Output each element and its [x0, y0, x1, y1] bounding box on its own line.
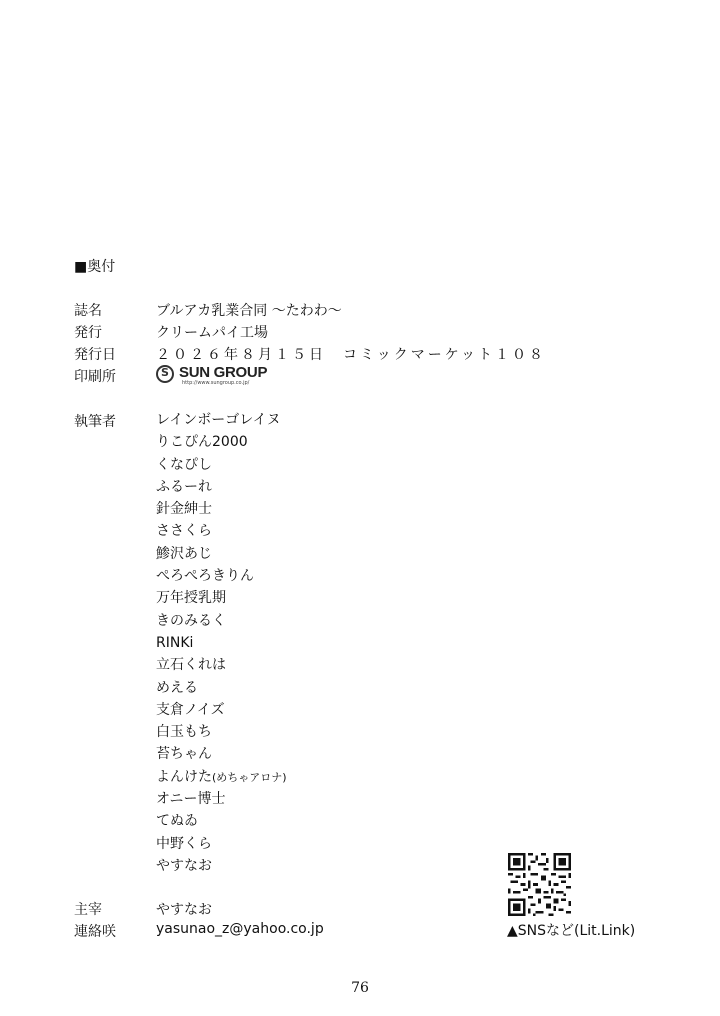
author-item — [156, 701, 287, 723]
author-item — [156, 768, 287, 790]
author-name: やすなお — [156, 857, 212, 874]
author-name: 中野くら — [156, 835, 212, 852]
author-name: りこぴん2000 — [156, 434, 248, 451]
author-item — [156, 612, 287, 634]
author-name: 苔ちゃん — [156, 746, 212, 763]
author-item — [156, 656, 287, 678]
author-item — [156, 545, 287, 567]
printer-label: 印刷所 — [74, 369, 116, 385]
publisher-label: 発行 — [74, 325, 102, 341]
authors-list — [156, 411, 287, 879]
qr-caption: ▲SNSなど(Lit.Link) — [507, 923, 636, 939]
qr-code-icon — [508, 853, 571, 916]
author-item — [156, 634, 287, 656]
author-name: 白玉もち — [156, 724, 212, 741]
author-item — [156, 433, 287, 455]
author-name: 万年授乳期 — [156, 590, 226, 607]
date-value: ２０２６年８月１５日 コミックマーケット１０８ — [156, 347, 547, 363]
author-name: ささくら — [156, 523, 212, 540]
author-name: 鯵沢あじ — [156, 545, 212, 562]
sun-group-emblem-icon: S — [156, 365, 174, 383]
author-item — [156, 522, 287, 544]
contact-label: 連絡咲 — [74, 924, 116, 940]
section-title: ■奥付 — [74, 259, 116, 275]
author-item — [156, 589, 287, 611]
author-name: RINKi — [156, 634, 194, 651]
author-note: (めちゃアロナ) — [212, 770, 287, 784]
author-item — [156, 478, 287, 500]
author-item — [156, 835, 287, 857]
author-name: オニー博士 — [156, 791, 226, 808]
title-label: 誌名 — [74, 303, 102, 319]
author-name: きのみるく — [156, 612, 226, 629]
author-name: めえる — [156, 679, 198, 696]
date-label: 発行日 — [74, 347, 116, 363]
author-item — [156, 790, 287, 812]
author-item — [156, 456, 287, 478]
author-item — [156, 857, 287, 879]
author-name: ぺろぺろきりん — [156, 568, 254, 585]
contact-email: yasunao_z@yahoo.co.jp — [156, 921, 324, 937]
publisher-value: クリームパイ工場 — [156, 325, 268, 341]
sun-group-logo-url: http://www.sungroup.co.jp/ — [182, 380, 250, 386]
author-item — [156, 500, 287, 522]
organizer-value: やすなお — [156, 902, 212, 918]
organizer-label: 主宰 — [74, 902, 102, 918]
author-name: くなぴし — [156, 456, 212, 473]
author-name: てぬゐ — [156, 813, 198, 830]
author-item — [156, 812, 287, 834]
author-name: レインボーゴレイヌ — [156, 412, 281, 428]
author-name: ふるーれ — [156, 478, 212, 495]
sun-group-logo-text: SUN GROUP — [179, 364, 268, 381]
author-item — [156, 745, 287, 767]
page-number: 76 — [351, 980, 369, 996]
title-value: ブルアカ乳業合同 ～たわわ～ — [156, 303, 342, 319]
author-name: 針金紳士 — [156, 501, 212, 518]
authors-label: 執筆者 — [74, 414, 116, 430]
author-item — [156, 567, 287, 589]
author-name: 支倉ノイズ — [156, 701, 225, 718]
sun-group-logo — [156, 364, 268, 386]
author-name: 立石くれは — [156, 657, 226, 674]
author-name: よんけた — [156, 768, 212, 785]
author-item — [156, 723, 287, 745]
author-item — [156, 679, 287, 701]
author-item — [156, 411, 287, 433]
